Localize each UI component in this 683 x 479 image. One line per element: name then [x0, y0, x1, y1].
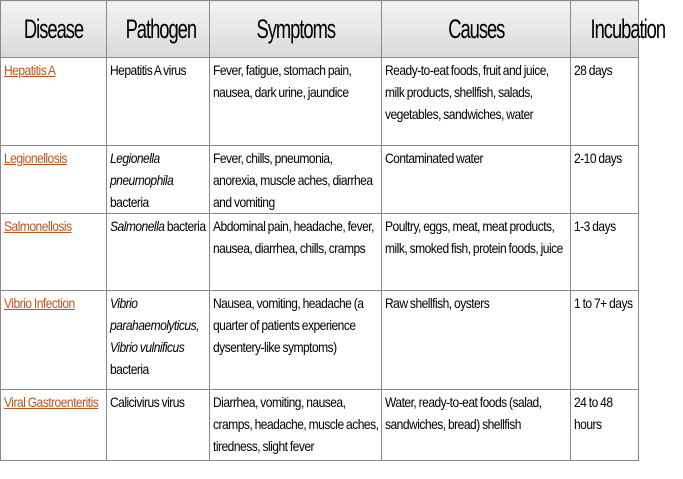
disease-link-legionellosis[interactable]: Legionellosis — [4, 150, 67, 166]
causes-cell: Water, ready-to-eat foods (salad, sandwiches, bread) shellfish — [382, 390, 571, 461]
pathogen-cell — [107, 390, 210, 461]
pathogen-cell — [107, 146, 210, 214]
incubation-cell: 2-10 days — [571, 146, 639, 214]
disease-link-viral-gastroenteritis[interactable]: Viral Gastroenteritis — [4, 394, 99, 410]
table-row — [1, 291, 639, 390]
header-causes: Causes — [382, 1, 571, 58]
pathogen-plain: bacteria — [166, 218, 206, 234]
incubation-cell: 1-3 days — [571, 214, 639, 291]
symptoms-cell: Diarrhea, vomiting, nausea, cramps, headache, muscle aches, tiredness, slight fever — [210, 390, 382, 461]
pathogen-plain: bacteria — [110, 361, 149, 377]
incubation-cell: 24 to 48 hours — [571, 390, 639, 461]
pathogen-cell — [107, 214, 210, 291]
disease-link-hepatitis-a[interactable]: Hepatitis A — [4, 62, 56, 78]
pathogen-cell — [107, 291, 210, 390]
pathogen-cell — [107, 58, 210, 146]
disease-link-salmonellosis[interactable]: Salmonellosis — [4, 218, 72, 234]
header-disease: Disease — [1, 1, 107, 58]
symptoms-cell: Fever, fatigue, stomach pain, nausea, dark urine, jaundice — [210, 58, 382, 146]
incubation-cell: 1 to 7+ days — [571, 291, 639, 390]
pathogen-italic: Legionella pneumophila — [110, 150, 174, 188]
header-symptoms: Symptoms — [210, 1, 382, 58]
disease-link-vibrio-infection[interactable]: Vibrio Infection — [4, 295, 75, 311]
causes-cell: Raw shellfish, oysters — [382, 291, 571, 390]
pathogen-plain: bacteria — [110, 194, 149, 210]
symptoms-cell: Nausea, vomiting, headache (a quarter of patients experience dysentery-like symptoms) — [210, 291, 382, 390]
disease-cell — [1, 214, 107, 291]
header-row — [1, 1, 639, 58]
pathogen-plain: Calicivirus virus — [110, 394, 185, 410]
symptoms-cell: Fever, chills, pneumonia, anorexia, muscle aches, diarrhea and vomiting — [210, 146, 382, 214]
pathogen-italic: Vibrio parahaemolyticus, Vibrio vulnificus — [110, 295, 199, 355]
disease-cell — [1, 390, 107, 461]
incubation-cell: 28 days — [571, 58, 639, 146]
table-row — [1, 214, 639, 291]
table-row — [1, 390, 639, 461]
pathogen-plain: Hepatitis A virus — [110, 62, 187, 78]
header-incubation: Incubation — [571, 1, 639, 58]
disease-cell — [1, 146, 107, 214]
disease-cell — [1, 291, 107, 390]
table-row — [1, 58, 639, 146]
causes-cell: Ready-to-eat foods, fruit and juice, milk products, shellfish, salads, vegetables, sandwiches, water — [382, 58, 571, 146]
disease-cell — [1, 58, 107, 146]
header-pathogen: Pathogen — [107, 1, 210, 58]
causes-cell: Contaminated water — [382, 146, 571, 214]
table-row — [1, 146, 639, 214]
causes-cell: Poultry, eggs, meat, meat products, milk, smoked fish, protein foods, juice — [382, 214, 571, 291]
symptoms-cell: Abdominal pain, headache, fever, nausea, diarrhea, chills, cramps — [210, 214, 382, 291]
pathogen-italic: Salmonella — [110, 218, 165, 234]
